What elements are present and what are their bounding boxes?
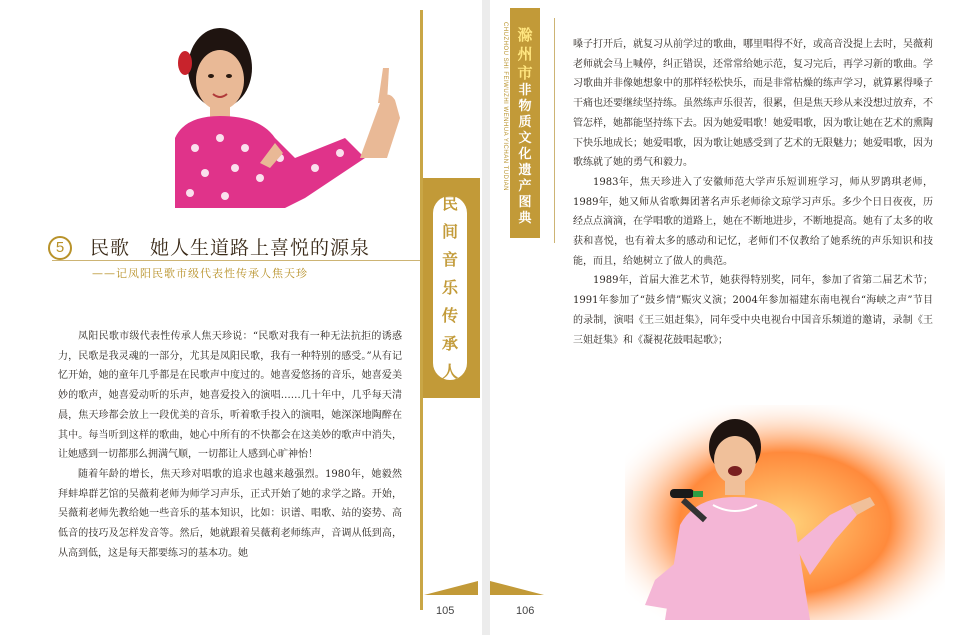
paragraph: 随着年龄的增长，焦天珍对唱歌的追求也越来越强烈。1980年，她毅然拜蚌埠群艺馆的吴薇莉老师为师学习声乐，正式开始了她的求学之路。开始，吴薇莉老师先教给她一些音乐的基本知识，比如：识谱、唱歌、站的姿势、高低音的技巧及怎样发音等。然后，她就跟着吴薇莉老师练声，音调从低到高，从高到低，这是每天都要练习的基本功。她: [58, 468, 402, 559]
header-char: 质: [518, 115, 532, 130]
singer-performance-photo: [625, 405, 945, 620]
section-side-label: [433, 196, 467, 380]
side-band-char: 人: [441, 362, 458, 381]
chapter-number: 5: [48, 236, 72, 260]
corner-decoration: [490, 581, 544, 595]
header-char: 州: [517, 45, 533, 63]
chapter-subtitle: ——记凤阳民歌市级代表性传承人焦天珍: [92, 267, 308, 280]
book-gutter: [482, 0, 490, 635]
header-char: 化: [518, 147, 532, 162]
header-char: 产: [518, 179, 532, 194]
header-char: 典: [518, 211, 532, 226]
book-header-tab: [496, 8, 560, 238]
header-title: [510, 26, 540, 227]
right-page: [490, 0, 978, 635]
side-band-char: 间: [441, 222, 458, 241]
paragraph: 嗓子打开后，就复习从前学过的歌曲，哪里唱得不好，或高音没提上去时，吴薇莉老师就会马上喊停，纠正错误，还常常给她示范，复习完后，再学习新的歌曲。学习歌曲并非像她想象中的那样轻松快乐，而是非常枯燥的练声学习，就算累得嗓子干痛也还要继续坚持练。虽然练声乐很苦，很累，但是焦天珍从来没想过放弃，不管怎样，她都能坚持练下去。因为她爱唱歌！她爱唱歌，因为歌让她在艺术的熏陶下快乐地成长；她爱唱歌，因为歌让她感受到了艺术的无限魅力；她爱唱歌，因为歌练就了她的勇气和毅力。: [573, 39, 933, 169]
page-number: 106: [516, 605, 535, 617]
chapter-title: 民歌 她人生道路上喜悦的源泉: [90, 237, 371, 259]
header-char: 市: [517, 64, 533, 82]
header-char: 遗: [518, 163, 532, 178]
side-band-char: 乐: [441, 278, 458, 297]
header-pinyin: CHUZHOU SHI FEIWUZHI WENHUA YICHAN TUDIAN: [502, 22, 508, 191]
side-band-char: 承: [441, 334, 458, 353]
singer-portrait-photo: [165, 8, 415, 208]
header-char: 图: [518, 195, 532, 210]
header-char: 文: [518, 131, 532, 146]
paragraph: 1983年，焦天珍进入了安徽师范大学声乐短训班学习，师从罗鹍琪老师，1989年，她又师从省歌舞团著名声乐老师徐文琼学习声乐。多少个日日夜夜，历经点点滴滴，在学唱歌的道路上，她在不断地进步，不断地提高。她有了太多的收获和喜悦，也有着太多的感动和记忆，老师们不仅教给了她系统的声乐知识和技能，而且，给她树立了做人的典范。: [573, 176, 933, 267]
page-number: 105: [436, 605, 455, 617]
header-char: 非: [518, 83, 532, 98]
left-page: [0, 0, 482, 635]
paragraph: 1989年，首届大淮艺术节，她获得特别奖，同年，参加了省第二届艺术节；1991年参加了“鼓乡情”赈灾义演；2004年参加福建东南电视台“海峡之声”节目的录制，演唱《王三姐赶集》，同年受中央电视台中国音乐频道的邀请，录制《王三姐赶集》和《凝視花鼓唱起歌》；: [573, 275, 933, 346]
side-band-char: 传: [441, 306, 458, 325]
side-band-char: 音: [441, 250, 458, 269]
corner-decoration: [424, 581, 478, 595]
section-side-band: [423, 178, 480, 398]
header-char: 物: [518, 99, 532, 114]
paragraph: 凤阳民歌市级代表性传承人焦天珍说：“民歌对我有一种无法抗拒的诱惑力，民歌是我灵魂的一部分，尤其是凤阳民歌，我有一种特别的感受。”从有记忆开始，她的童年几乎都是在民歌声中度过的。她喜爱悠扬的音乐，她喜爱美妙的歌声，她喜爱动听的乐声，她喜爱投入的演唱……几十年中，几乎每天清晨，焦天珍都会放上一段优美的音乐，听着歌手投入的演唱，她深深地陶醉在其中。每当听到这样的歌曲，她心中所有的不快都会在这美妙的歌声中消失，让她感到一切都那么拥满气顺，一切都让人感到心旷神怡！: [58, 331, 402, 461]
header-rule: [554, 18, 555, 243]
left-body-text: [58, 327, 402, 563]
header-char: 滁: [517, 26, 533, 44]
right-body-text: [573, 35, 933, 350]
side-band-char: 民: [441, 194, 458, 213]
title-divider: [52, 260, 422, 261]
